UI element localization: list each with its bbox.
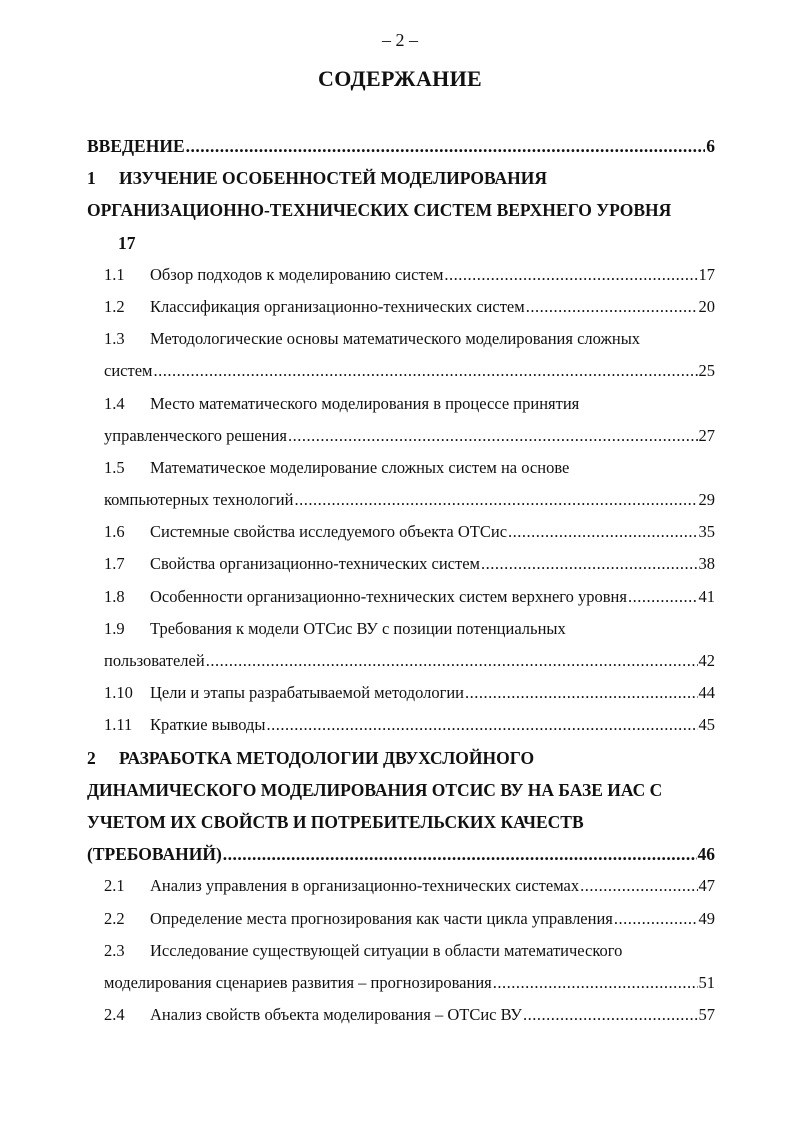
toc-chapter-1-page-line <box>87 227 715 259</box>
toc-section-entry[interactable] <box>87 935 715 967</box>
page-number: – 2 – <box>382 30 418 50</box>
dot-leader <box>628 581 698 613</box>
toc-label: Свойства организационно-технических систем <box>150 554 480 574</box>
toc-page: 42 <box>698 651 715 670</box>
toc-section-entry[interactable] <box>87 388 715 420</box>
dot-leader <box>580 870 697 902</box>
toc-chapter-1[interactable] <box>87 162 715 194</box>
section-number: 2.3 <box>104 940 125 960</box>
toc-label: РАЗРАБОТКА МЕТОДОЛОГИИ ДВУХСЛОЙНОГО <box>119 747 535 768</box>
toc-section-entry[interactable] <box>87 291 715 323</box>
toc-page: 46 <box>697 844 715 865</box>
toc-section-entry <box>87 355 715 387</box>
toc-label: Краткие выводы <box>150 715 266 735</box>
toc-section-entry[interactable] <box>87 709 715 741</box>
chapter-number: 2 <box>87 747 96 768</box>
toc-page: 51 <box>698 972 715 992</box>
toc-chapter-2-cont <box>87 774 715 806</box>
toc-page: 25 <box>698 361 715 381</box>
section-number: 1.3 <box>104 329 125 349</box>
toc-page: 17 <box>698 264 715 284</box>
toc-label: Анализ управления в организационно-технических системах <box>150 876 580 896</box>
toc-section-entry <box>87 484 715 516</box>
toc-label: компьютерных технологий <box>104 490 294 510</box>
toc-page: 57 <box>698 1005 715 1025</box>
dot-leader <box>465 677 697 709</box>
section-number: 1.4 <box>104 393 125 413</box>
toc-label: Анализ свойств объекта моделирования – ОТСис ВУ <box>150 1005 522 1025</box>
toc-label: Особенности организационно-технических систем верхнего уровня <box>150 586 627 606</box>
dot-leader <box>206 645 698 677</box>
dot-leader <box>481 548 698 580</box>
toc-page: 17 <box>118 232 136 253</box>
page-title: СОДЕРЖАНИЕ <box>318 66 482 91</box>
toc-label: Определение места прогнозирования как части цикла управления <box>150 908 613 928</box>
toc-section-entry[interactable] <box>87 903 715 935</box>
toc-section-entry[interactable] <box>87 548 715 580</box>
dot-leader <box>294 484 697 516</box>
section-number: 1.2 <box>104 296 125 316</box>
section-number: 1.10 <box>104 683 133 703</box>
toc-section-entry <box>87 420 715 452</box>
toc-label: Цели и этапы разрабатываемой методологии <box>150 683 465 703</box>
dot-leader <box>444 259 697 291</box>
section-number: 2.2 <box>104 908 125 928</box>
section-number: 1.5 <box>104 457 125 477</box>
toc-label: (ТРЕБОВАНИЙ) <box>87 844 222 865</box>
toc-page: 20 <box>698 296 715 316</box>
toc-label: Методологические основы математического моделирования сложных <box>150 329 641 349</box>
dot-leader <box>186 130 706 162</box>
toc-label: Место математического моделирования в процессе принятия <box>150 393 580 413</box>
toc-section-entry[interactable] <box>87 452 715 484</box>
toc-label: Математическое моделирование сложных систем на основе <box>150 457 570 477</box>
dot-leader <box>508 516 697 548</box>
toc-chapter-2[interactable] <box>87 742 715 774</box>
toc-page: 27 <box>698 425 715 445</box>
toc-label: Классификация организационно-технических систем <box>150 296 525 316</box>
toc-chapter-2-cont <box>87 838 715 870</box>
toc-section-entry[interactable] <box>87 323 715 355</box>
toc-label: систем <box>104 361 153 381</box>
toc-label: Системные свойства исследуемого объекта ОТСис <box>150 522 508 542</box>
dot-leader <box>153 355 697 387</box>
toc-label: Обзор подходов к моделированию систем <box>150 264 444 284</box>
section-number: 2.1 <box>104 876 125 896</box>
section-list-2 <box>87 870 715 1031</box>
chapter-number: 1 <box>87 168 96 189</box>
toc-entry-intro[interactable] <box>87 130 715 162</box>
toc-section-entry[interactable] <box>87 999 715 1031</box>
toc-label: ОРГАНИЗАЦИОННО-ТЕХНИЧЕСКИХ СИСТЕМ ВЕРХНЕГО УРОВНЯ <box>87 200 672 221</box>
section-list-1 <box>87 259 715 742</box>
toc-page: 49 <box>698 908 715 928</box>
toc-chapter-1-cont <box>87 194 715 226</box>
toc-page: 41 <box>698 586 715 606</box>
toc-page: 29 <box>698 490 715 510</box>
toc-chapter-2-cont <box>87 806 715 838</box>
dot-leader <box>526 291 698 323</box>
section-number: 1.9 <box>104 618 125 638</box>
toc-page: 44 <box>698 683 715 703</box>
dot-leader <box>493 967 698 999</box>
toc-label: УЧЕТОМ ИХ СВОЙСТВ И ПОТРЕБИТЕЛЬСКИХ КАЧЕСТВ <box>87 811 584 832</box>
toc-label: управленческого решения <box>104 425 287 445</box>
toc-page: 6 <box>706 136 715 156</box>
dot-leader <box>223 838 697 870</box>
section-number: 2.4 <box>104 1005 125 1025</box>
toc-label: ДИНАМИЧЕСКОГО МОДЕЛИРОВАНИЯ ОТСИС ВУ НА БАЗЕ ИАС С <box>87 779 663 800</box>
dot-leader <box>523 999 698 1031</box>
dot-leader <box>614 903 698 935</box>
toc-section-entry[interactable] <box>87 516 715 548</box>
toc-section-entry <box>87 967 715 999</box>
toc-page: 38 <box>698 554 715 574</box>
section-number: 1.11 <box>104 715 133 735</box>
dot-leader <box>266 709 697 741</box>
table-of-contents <box>87 130 715 1031</box>
toc-page: 35 <box>698 522 715 542</box>
toc-page: 45 <box>698 715 715 735</box>
toc-label: моделирования сценариев развития – прогнозирования <box>104 972 492 992</box>
section-number: 1.7 <box>104 554 125 574</box>
toc-section-entry[interactable] <box>87 581 715 613</box>
toc-section-entry <box>87 645 715 677</box>
section-number: 1.6 <box>104 522 125 542</box>
toc-label: ВВЕДЕНИЕ <box>87 136 185 156</box>
section-number: 1.1 <box>104 264 125 284</box>
toc-label: Исследование существующей ситуации в области математического <box>150 940 623 960</box>
toc-section-entry[interactable] <box>87 677 715 709</box>
dot-leader <box>288 420 698 452</box>
section-number: 1.8 <box>104 586 125 606</box>
toc-label: пользователей <box>104 651 205 670</box>
toc-label: ИЗУЧЕНИЕ ОСОБЕННОСТЕЙ МОДЕЛИРОВАНИЯ <box>119 168 548 189</box>
toc-section-entry[interactable] <box>87 870 715 902</box>
toc-label: Требования к модели ОТСис ВУ с позиции потенциальных <box>150 618 566 638</box>
toc-section-entry[interactable] <box>87 259 715 291</box>
toc-section-entry[interactable] <box>87 613 715 645</box>
toc-page: 47 <box>698 876 715 896</box>
